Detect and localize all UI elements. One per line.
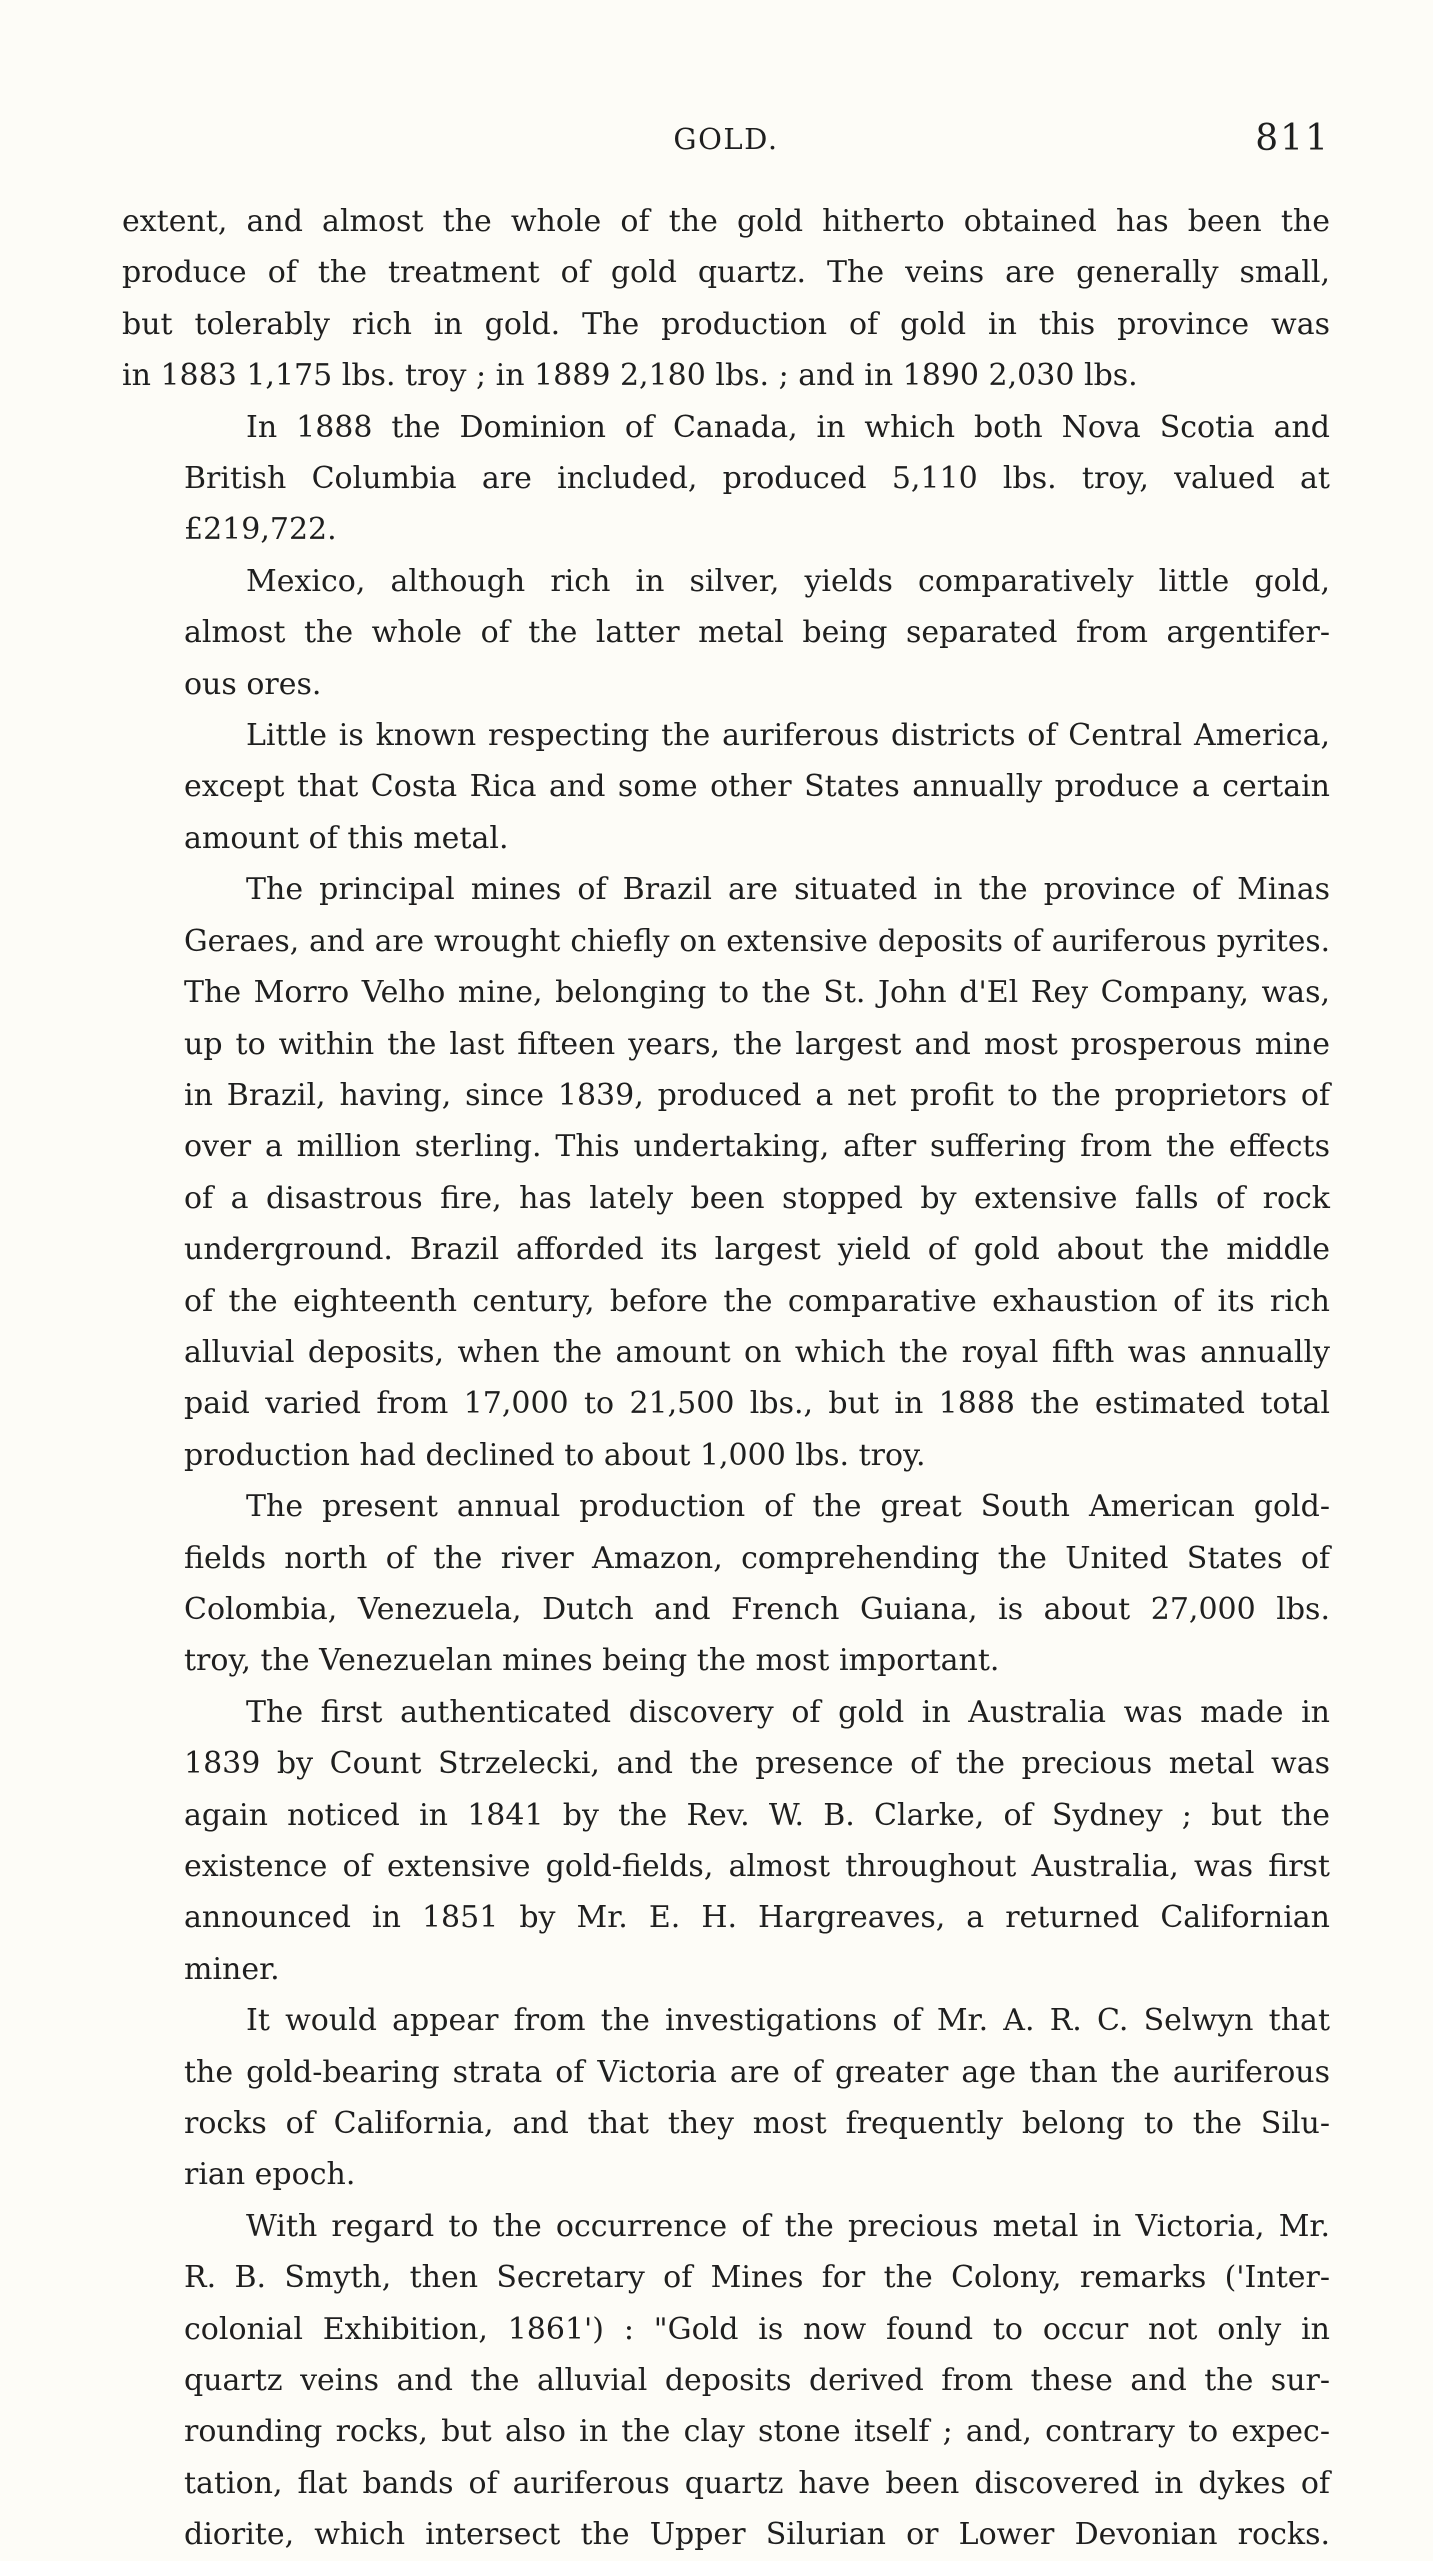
text-line: existence of extensive gold-fields, almost throughout Australia, was first xyxy=(184,1849,1330,1884)
text-line: With regard to the occurrence of the precious metal in Victoria, Mr. xyxy=(246,2208,1330,2244)
text-line: paid varied from 17,000 to 21,500 lbs., but in 1888 the estimated total xyxy=(184,1386,1330,1422)
paragraph xyxy=(122,402,1330,556)
text-line: but tolerably rich in gold. The production of gold in this province was xyxy=(122,306,1330,342)
text-line: It would appear from the investigations of Mr. A. R. C. Selwyn that xyxy=(246,2003,1330,2039)
paragraph xyxy=(122,1481,1330,1687)
paragraph xyxy=(122,710,1330,864)
text-line: £219,722. xyxy=(184,512,337,548)
text-line: Mexico, although rich in silver, yields comparatively little gold, xyxy=(246,563,1330,599)
text-line: produce of the treatment of gold quartz. The veins are generally small, xyxy=(122,255,1330,291)
text-line: The present annual production of the great South American gold- xyxy=(246,1489,1330,1525)
text-line: In 1888 the Dominion of Canada, in which both Nova Scotia and xyxy=(246,409,1330,445)
paragraph xyxy=(122,196,1330,402)
text-line: The principal mines of Brazil are situated in the province of Minas xyxy=(246,872,1330,908)
text-line: of the eighteenth century, before the comparative exhaustion of its rich xyxy=(184,1283,1330,1319)
text-line: The Morro Velho mine, belonging to the St. John d'El Rey Company, was, xyxy=(184,975,1330,1011)
text-line: R. B. Smyth, then Secretary of Mines for the Colony, remarks ('Inter- xyxy=(184,2260,1330,2296)
paragraph xyxy=(122,1687,1330,1995)
text-line: announced in 1851 by Mr. E. H. Hargreaves, a returned Californian xyxy=(184,1900,1330,1936)
text-line: Geraes, and are wrought chiefly on extensive deposits of auriferous pyrites. xyxy=(184,923,1330,958)
text-line: tation, flat bands of auriferous quartz have been discovered in dykes of xyxy=(184,2465,1330,2501)
text-line: again noticed in 1841 by the Rev. W. B. Clarke, of Sydney ; but the xyxy=(184,1797,1330,1833)
text-line: underground. Brazil afforded its largest yield of gold about the middle xyxy=(184,1232,1330,1268)
text-line: British Columbia are included, produced 5,110 lbs. troy, valued at xyxy=(184,461,1330,497)
text-line: fields north of the river Amazon, comprehending the United States of xyxy=(184,1540,1330,1576)
paragraph xyxy=(122,864,1330,1481)
text-line: ous ores. xyxy=(184,666,322,702)
text-line: Little is known respecting the auriferous districts of Central America, xyxy=(246,718,1330,754)
text-line: rocks of California, and that they most frequently belong to the Silu- xyxy=(184,2106,1330,2142)
text-line: colonial Exhibition, 1861') : "Gold is now found to occur not only in xyxy=(184,2311,1330,2347)
text-line: rian epoch. xyxy=(184,2157,356,2193)
text-line: alluvial deposits, when the amount on which the royal fifth was annually xyxy=(184,1334,1330,1370)
text-line: of a disastrous fire, has lately been stopped by extensive falls of rock xyxy=(184,1180,1330,1216)
text-line: amount of this metal. xyxy=(184,820,509,856)
text-line: troy, the Venezuelan mines being the most important. xyxy=(184,1643,1000,1679)
paragraph xyxy=(122,1995,1330,2201)
text-line: extent, and almost the whole of the gold hitherto obtained has been the xyxy=(122,204,1330,239)
paragraph xyxy=(122,556,1330,710)
text-line: rounding rocks, but also in the clay stone itself ; and, contrary to expec- xyxy=(184,2414,1330,2450)
text-line: up to within the last fifteen years, the largest and most prosperous mine xyxy=(184,1026,1330,1062)
page-number: 811 xyxy=(1255,118,1330,159)
text-line: production had declined to about 1,000 lbs. troy. xyxy=(184,1437,926,1473)
text-line: the gold-bearing strata of Victoria are of greater age than the auriferous xyxy=(184,2054,1330,2090)
text-line: over a million sterling. This undertaking, after suffering from the effects xyxy=(184,1129,1330,1165)
text-line: 1839 by Count Strzelecki, and the presence of the precious metal was xyxy=(184,1746,1330,1782)
text-line: almost the whole of the latter metal being separated from argentifer- xyxy=(184,615,1330,651)
paragraph xyxy=(122,2201,1330,2561)
text-line: in 1883 1,175 lbs. troy ; in 1889 2,180 lbs. ; and in 1890 2,030 lbs. xyxy=(122,358,1138,394)
text-line: miner. xyxy=(184,1951,280,1987)
running-head-title: GOLD. xyxy=(673,122,779,156)
text-line: Colombia, Venezuela, Dutch and French Guiana, is about 27,000 lbs. xyxy=(184,1591,1330,1627)
text-line: diorite, which intersect the Upper Silurian or Lower Devonian rocks. xyxy=(184,2517,1330,2553)
text-line: quartz veins and the alluvial deposits derived from these and the sur- xyxy=(184,2363,1330,2399)
text-line: in Brazil, having, since 1839, produced a net profit to the proprietors of xyxy=(184,1077,1330,1113)
text-line: except that Costa Rica and some other States annually produce a certain xyxy=(184,769,1330,805)
body-text xyxy=(122,196,1330,2561)
text-line: The first authenticated discovery of gold in Australia was made in xyxy=(246,1694,1330,1730)
running-head xyxy=(122,118,1330,168)
